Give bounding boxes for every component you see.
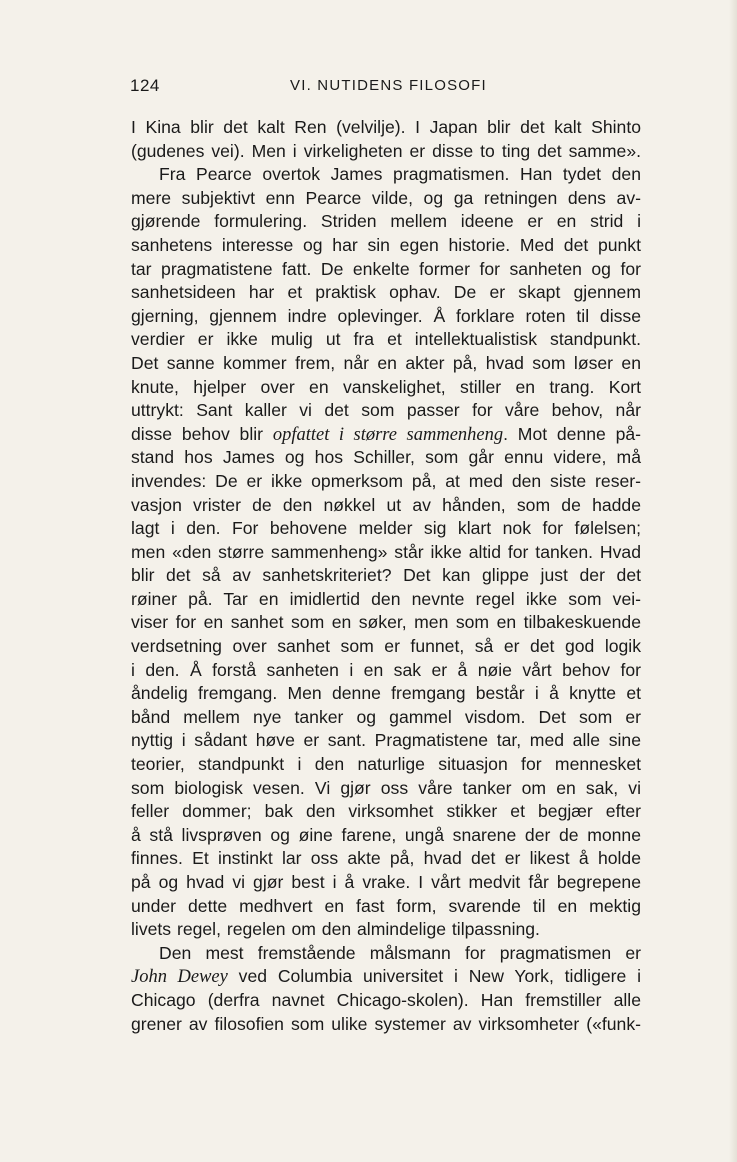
text-line: livets regel, regelen om den almindelige tilpassning. [131,919,540,940]
text-line: finnes. Et instinkt lar oss akte på, hvad det er likest å holde [131,848,641,869]
text-line: gjerning, gjennem indre oplevinger. Å forklare roten til disse [131,305,641,326]
text-line: (gudenes vei). Men i virkeligheten er disse to ting det samme». [131,140,641,161]
page-number: 124 [130,76,160,95]
text-line: blir det så av sanhetskriteriet? Det kan glippe just der det [131,565,641,586]
text-line: teorier, standpunkt i den naturlige situasjon for mennesket [131,754,641,775]
text-line-with-italic [131,423,641,447]
text-line: Chicago (derfra navnet Chicago-skolen). Han fremstiller alle [131,989,641,1010]
text-line: som biologisk vesen. Vi gjør oss våre tanker om en sak, vi [131,777,641,798]
italic-name: John Dewey [131,967,228,988]
text-line: tar pragmatistene fatt. De enkelte former for sanheten og for [131,258,641,279]
text-line: Det sanne kommer frem, når en akter på, hvad som løser en [131,352,641,373]
text-line: lagt i den. For behovene melder sig klart nok for følelsen; [131,518,641,539]
body-text [131,116,641,1036]
text-line: røiner på. Tar en imidlertid den nevnte regel ikke som vei- [131,588,641,609]
page-header [130,76,640,100]
text-line: invendes: De er ikke opmerksom på, at med den siste reser- [131,470,641,491]
text-line: feller dommer; bak den virksomhet stikker et begjær efter [131,801,641,822]
italic-phrase: opfattet i større sammenheng [272,424,504,445]
text-line: under dette medhvert en fast form, svarende til en mektig [131,895,641,916]
text-line: mere subjektivt enn Pearce vilde, og ga retningen dens av- [131,187,641,208]
text-line: på og hvad vi gjør best i å vrake. I vårt medvit får begrepene [131,872,641,892]
running-head: VI. NUTIDENS FILOSOFI [290,77,487,94]
text-line-with-italic [131,965,641,989]
text-line: grener av filosofien som ulike systemer av virksomheter («funk- [131,1013,641,1034]
text-run: . Mot denne på- [503,423,642,444]
text-line: stand hos James og hos Schiller, som går ennu videre, må [131,447,641,468]
text-line: verdier er ikke mulig ut fra et intellektualistisk standpunkt. [131,329,641,350]
text-line: viser for en sanhet som en søker, men som en tilbakeskuende [131,612,641,633]
text-line: Fra Pearce overtok James pragmatismen. Han tydet den [159,164,641,185]
text-line: knute, hjelper over en vanskelighet, stiller en trang. Kort [131,376,641,397]
text-line: sanhetsideen har et praktisk ophav. De er skapt gjennem [131,282,641,303]
page-edge-shadow [729,0,737,1162]
text-line: vasjon vrister de den nøkkel ut av hånden, som de hadde [131,494,641,515]
text-line: uttrykt: Sant kaller vi det som passer for våre behov, når [131,400,641,421]
text-line: nyttig i sådant høve er sant. Pragmatistene tar, med alle sine [131,730,641,751]
text-run: ved Columbia universitet i New York, tidligere i [227,966,642,987]
text-line: men «den større sammenheng» står ikke altid for tanken. Hvad [131,541,641,562]
text-line: gjørende formulering. Striden mellem ideene er en strid i [131,211,641,232]
text-line: å stå livsprøven og øine farene, ungå snarene der de monne [131,824,641,845]
text-line: åndelig fremgang. Men denne fremgang består i å knytte et [131,683,641,704]
text-line: verdsetning over sanhet som er funnet, så er det god logik [131,636,641,657]
text-line: bånd mellem nye tanker og gammel visdom. Det som er [131,706,641,727]
text-line: i den. Å forstå sanheten i en sak er å nøie vårt behov for [131,659,641,680]
text-run: disse behov blir [131,423,264,444]
text-line: sanhetens interesse og har sin egen historie. Med det punkt [131,234,641,255]
text-line: Den mest fremstående målsmann for pragmatismen er [159,942,641,963]
text-line: I Kina blir det kalt Ren (velvilje). I Japan blir det kalt Shinto [131,117,641,137]
